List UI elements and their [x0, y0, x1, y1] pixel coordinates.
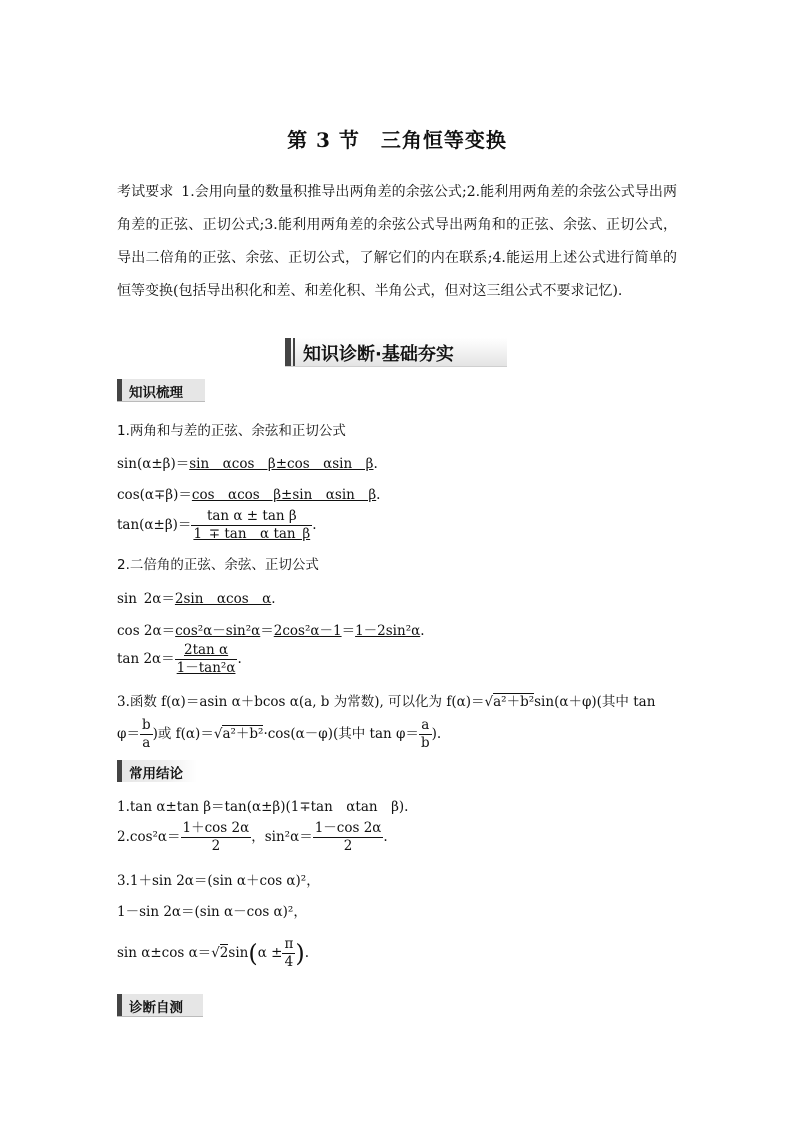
- exam-requirements: [117, 176, 677, 308]
- k2-sin-answer: 2sin αcos α: [174, 591, 272, 607]
- page-title: 第 3 节 三角恒等变换: [287, 128, 507, 152]
- c-line2: 2.cos²α＝ $\frac{1+\cos 2\alpha}{2}$ ，sin²α＝ $\frac{1-\cos 2\alpha}{2}$ .: [117, 820, 388, 854]
- k3-line2: φ＝ $\frac{b}{a}$ )或 f(α)＝√a²＋b²·cos(α－φ)(其中 tan φ＝ $\frac{a}{b}$ ).: [117, 717, 442, 751]
- banner-bar: [285, 338, 291, 366]
- c-line4: 1－sin 2α＝(sin α－cos α)²，: [117, 904, 307, 920]
- banner-bar-thin: [293, 338, 295, 366]
- section-test-header: [117, 994, 203, 1017]
- section-knowledge-title: 知识梳理: [129, 385, 183, 401]
- banner-title: 知识诊断·基础夯实: [303, 344, 454, 365]
- requirements-text: 1.会用向量的数量积推导出两角差的余弦公式;2.能利用两角差的余弦公式导出两角差的正弦、正切公式;3.能利用两角差的余弦公式导出两角和的正弦、余弦、正切公式，导出二倍角的正弦、余弦、正切公式，了解它们的内在联系;4.能运用上述公式进行简单的恒等变换(包括导出积化和差、和差化积、半角公式，但对这三组公式不要求记忆).: [117, 184, 678, 299]
- section-knowledge-header: [117, 379, 205, 402]
- section-conclusions-header: [117, 760, 197, 782]
- c-line1: 1.tan α±tan β＝tan(α±β)(1∓tan αtan β).: [117, 799, 409, 815]
- k1-tan-fraction: $\frac{\text{tan α ± tan β}}{\text{1 ∓ tan α tan β}}$: [193, 508, 311, 542]
- k1-cos-formula: cos(α∓β)＝cos αcos β±sin αsin β.: [117, 487, 381, 503]
- k1-tan-formula: tan(α±β)＝ $\frac{\text{tan α ± tan β}}{\text{1 ∓ tan α tan β}}$ .: [117, 508, 317, 542]
- k2-sin-formula: sin 2α＝2sin αcos α.: [117, 591, 276, 607]
- k2-cos-formula: cos 2α＝cos²α－sin²α＝2cos²α－1＝1－2sin²α.: [117, 623, 425, 639]
- k1-sin-answer: sin αcos β±cos αsin β: [189, 456, 374, 472]
- section-test-title: 诊断自测: [129, 1000, 183, 1016]
- k1-heading: 1.两角和与差的正弦、余弦和正切公式: [117, 423, 346, 439]
- k3-line1: 3.函数 f(α)＝asin α＋bcos α(a, b 为常数), 可以化为 f(α)＝√a²＋b²sin(α＋φ)(其中 tan: [117, 694, 656, 710]
- k2-tan-fraction: $\frac{\text{2tan α}}{\text{1－tan²α}}$: [176, 642, 236, 676]
- c-line5: sin α±cos α＝√2sin(α ± $\frac{\pi}{4}$ ).: [117, 936, 309, 970]
- k1-sin-formula: sin(α±β)＝sin αcos β±cos αsin β.: [117, 456, 378, 472]
- requirements-label: 考试要求: [117, 184, 174, 200]
- k1-cos-answer: cos αcos β±sin αsin β: [191, 487, 377, 503]
- c-line3: 3.1＋sin 2α＝(sin α＋cos α)²，: [117, 873, 320, 889]
- k2-tan-formula: tan 2α＝ $\frac{\text{2tan α}}{\text{1－tan²α}}$ .: [117, 642, 242, 676]
- section-conclusions-title: 常用结论: [129, 766, 183, 782]
- k2-heading: 2.二倍角的正弦、余弦、正切公式: [117, 557, 319, 573]
- section-banner: [285, 338, 507, 367]
